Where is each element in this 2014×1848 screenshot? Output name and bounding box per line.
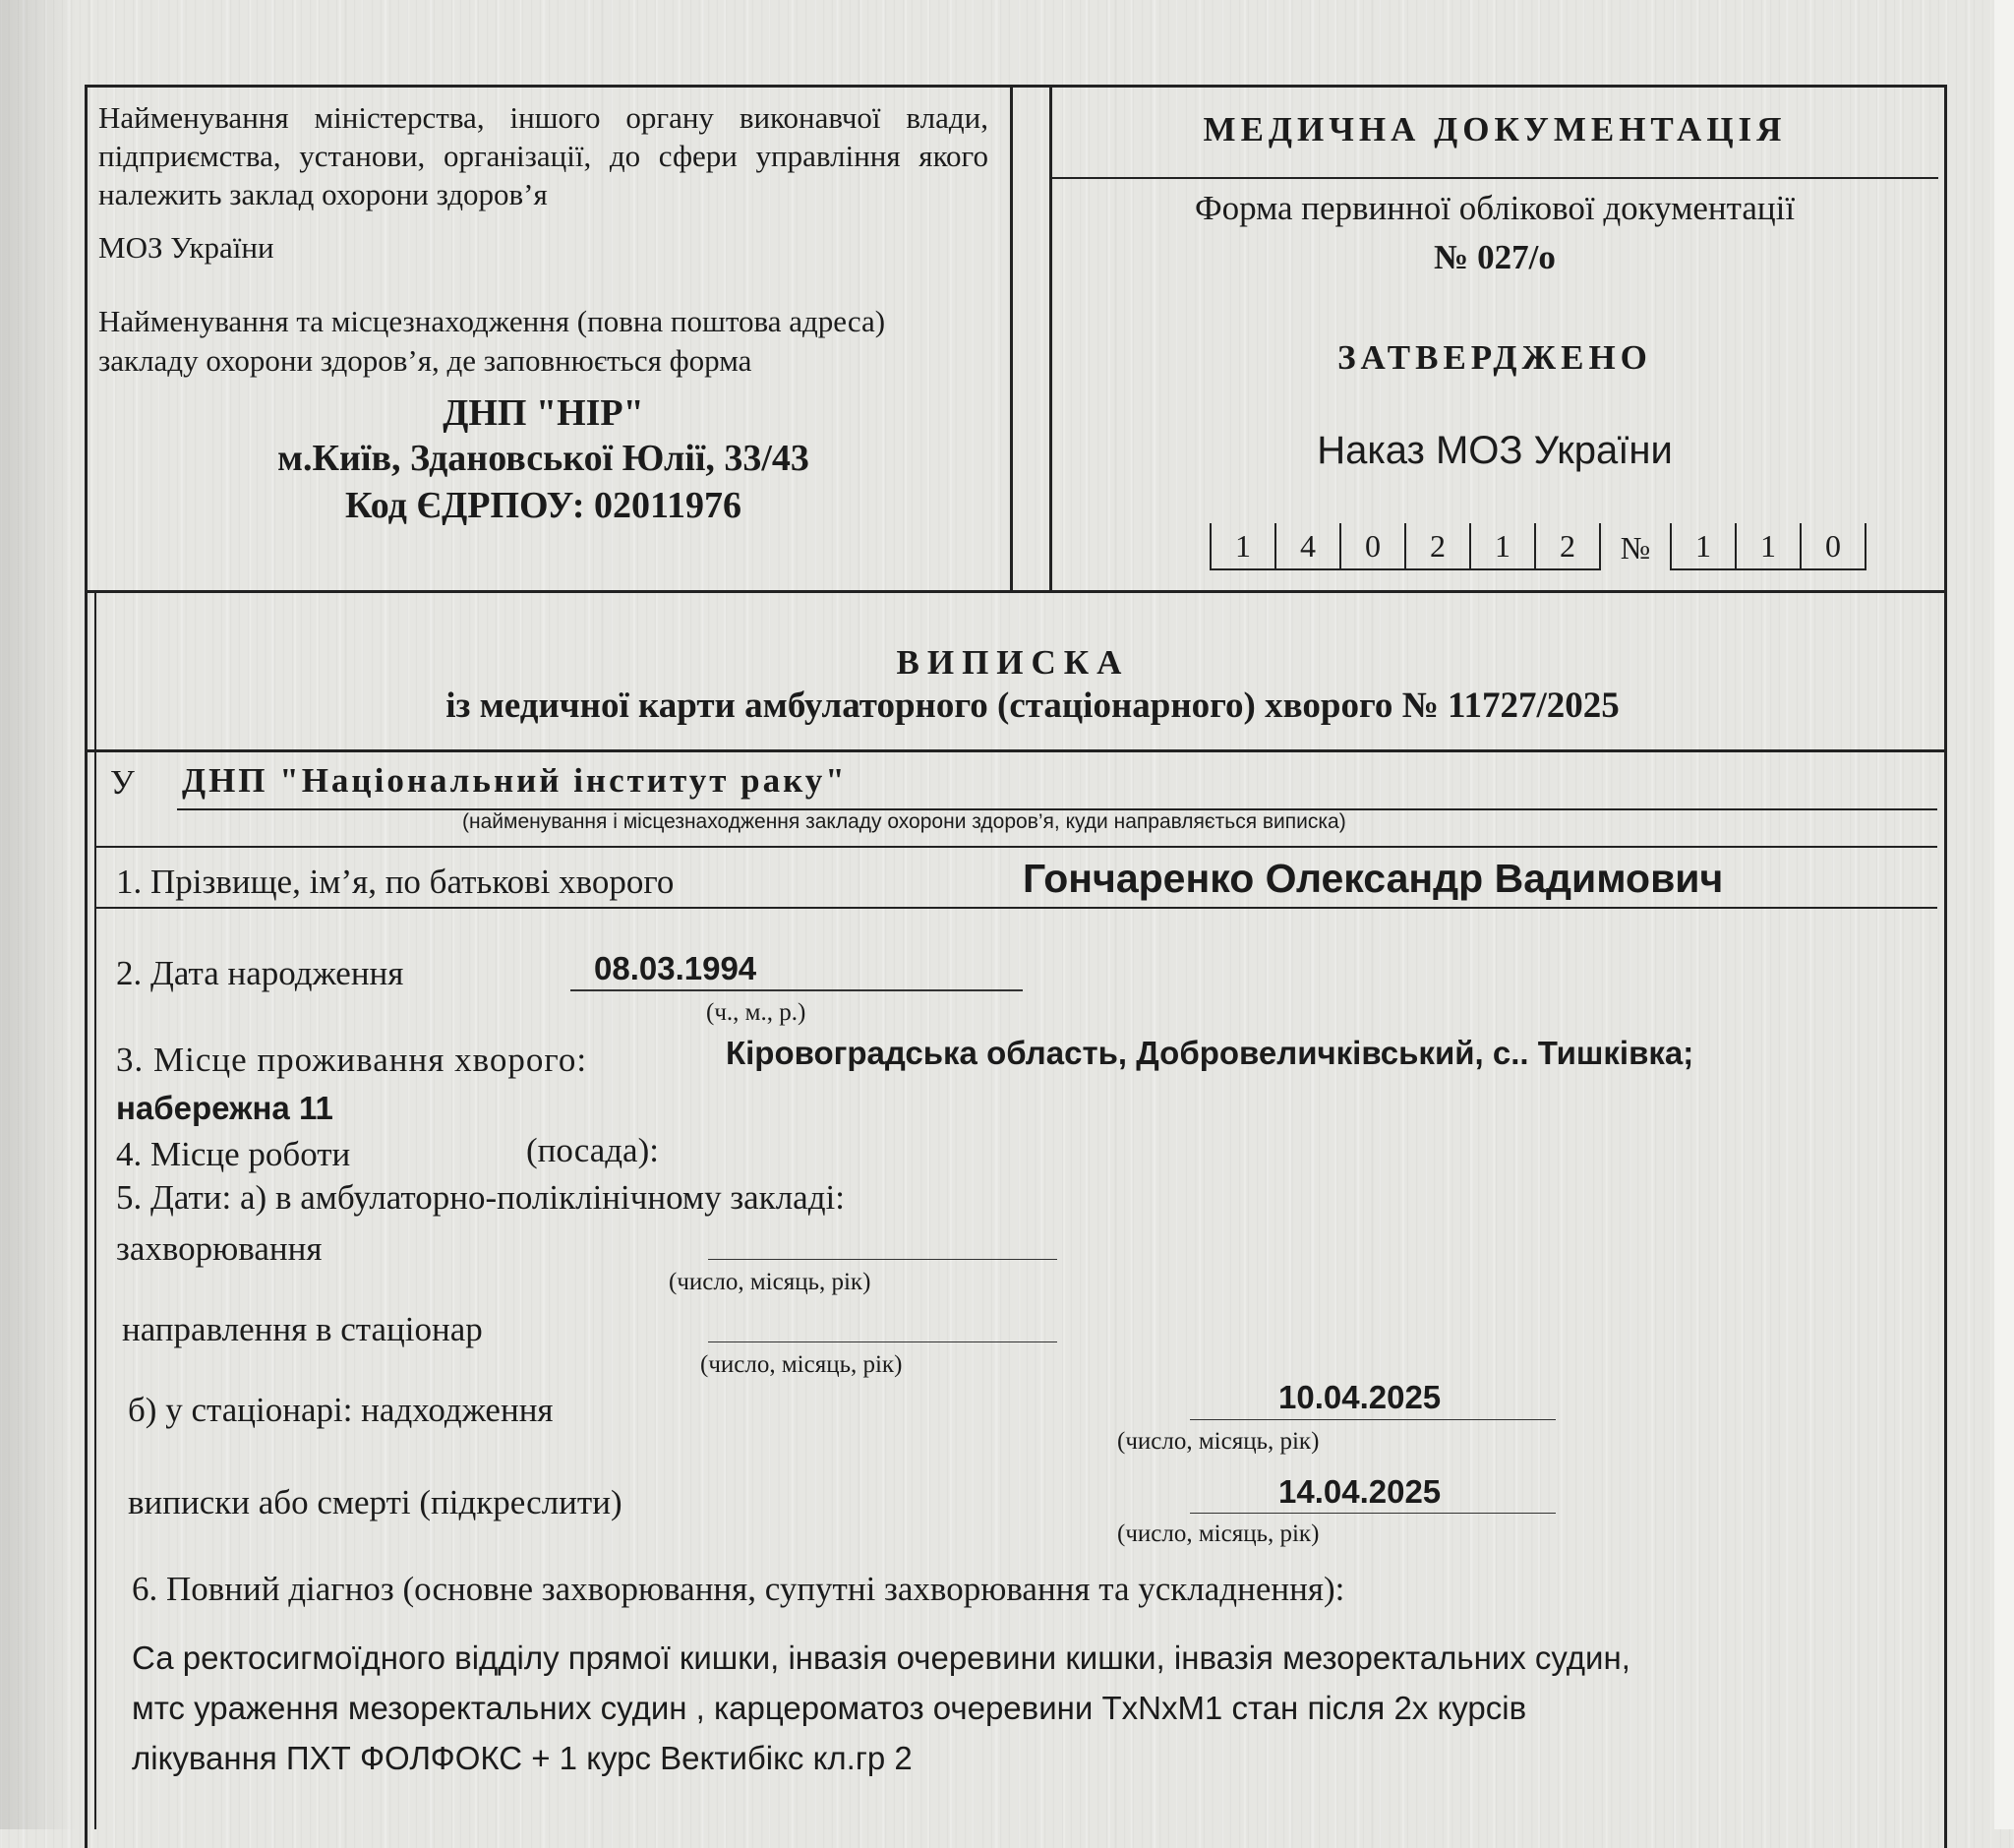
diagnosis-line: Са ректосигмоїдного відділу прямої кишки, інвазія очеревини кишки, інвазія мезоректальних судин, <box>132 1639 1630 1676</box>
ministry-value: МОЗ України <box>98 230 274 265</box>
facility-label: Найменування та місцезнаходження (повна поштова адреса) закладу охорони здоров’я, де заповнюється форма <box>98 304 886 378</box>
page-edge-shadow <box>0 0 77 1829</box>
order-digit: 1 <box>1735 523 1800 570</box>
dates-label: 5. Дати: а) в амбулаторно-поліклінічному закладі: <box>116 1178 845 1217</box>
recipient-name: ДНП "Національний інститут раку" <box>182 761 848 800</box>
doc-subtitle: із медичної карти амбулаторного (стаціонарного) хворого № 11727/2025 <box>445 686 1620 726</box>
date-digit: 2 <box>1534 523 1601 570</box>
work-position-label: (посада): <box>526 1131 659 1169</box>
order-label: Наказ МОЗ України <box>1317 429 1673 472</box>
date-digit: 0 <box>1339 523 1404 570</box>
illness-underline <box>708 1259 1057 1260</box>
dob-value: 08.03.1994 <box>594 950 757 986</box>
order-digit: 0 <box>1800 523 1866 570</box>
name-label: 1. Прізвище, ім’я, по батькові хворого <box>116 863 675 901</box>
admission-value: 10.04.2025 <box>1278 1379 1442 1415</box>
admission-label: б) у стаціонарі: надходження <box>128 1391 554 1429</box>
order-code-box <box>1210 521 1866 570</box>
body-left-border <box>94 590 96 1829</box>
facility-code: Код ЄДРПОУ: 02011976 <box>345 485 741 526</box>
residence-label: 3. Місце проживання хворого: <box>116 1041 588 1079</box>
recipient-hint: (найменування і місцезнаходження закладу охорони здоров’я, куди направляється виписка) <box>462 810 1346 833</box>
recipient-prefix: У <box>110 763 135 802</box>
order-digit: 1 <box>1670 523 1735 570</box>
order-number-sign: № <box>1620 530 1651 566</box>
header-right-rule-1 <box>1049 177 1938 179</box>
illness-hint: (число, місяць, рік) <box>669 1269 871 1295</box>
residence-value-line1: Кіровоградська область, Добровеличківський, с.. Тишківка; <box>726 1035 1694 1071</box>
dob-underline <box>570 989 1023 991</box>
diagnosis-line: мтс ураження мезоректальних судин , карцероматоз очеревини TxNxM1 стан після 2х курсів <box>132 1690 1527 1726</box>
ministry-label: Найменування міністерства, іншого органу виконавчої влади, підприємства, установи, організації, до сфери управління якого належить заклад охорони здоров’я <box>98 100 988 211</box>
discharge-underline <box>1190 1513 1556 1514</box>
approved-label: ЗАТВЕРДЖЕНО <box>1337 338 1652 377</box>
admission-hint: (число, місяць, рік) <box>1117 1428 1320 1455</box>
referral-label: направлення в стаціонар <box>122 1310 483 1348</box>
facility-address: м.Київ, Здановської Юлії, 33/43 <box>277 438 809 479</box>
admission-underline <box>1190 1419 1556 1420</box>
name-value: Гончаренко Олександр Вадимович <box>1023 856 1724 901</box>
page-edge-right <box>1994 0 2014 1829</box>
facility-name: ДНП "НІР" <box>443 392 644 434</box>
header-bottom-rule <box>85 590 1944 593</box>
diagnosis-line: лікування ПХТ ФОЛФОКС + 1 курс Вектибікс кл.гр 2 <box>132 1740 913 1776</box>
date-digit: 4 <box>1274 523 1339 570</box>
work-label: 4. Місце роботи <box>116 1135 351 1173</box>
form-number: № 027/о <box>1434 238 1556 276</box>
doc-title: ВИПИСКА <box>896 643 1130 682</box>
referral-underline <box>708 1341 1057 1342</box>
header-divider-left <box>1010 87 1013 590</box>
discharge-hint: (число, місяць, рік) <box>1117 1520 1320 1547</box>
date-digit: 2 <box>1404 523 1469 570</box>
dob-label: 2. Дата народження <box>116 954 404 992</box>
residence-value-line2: набережна 11 <box>116 1090 333 1126</box>
medical-doc-title: МЕДИЧНА ДОКУМЕНТАЦІЯ <box>1203 110 1787 149</box>
dob-hint: (ч., м., р.) <box>706 999 806 1026</box>
form-label: Форма первинної облікової документації <box>1194 189 1796 227</box>
title-bottom-rule <box>85 749 1944 752</box>
name-row-rule <box>96 907 1937 909</box>
discharge-value: 14.04.2025 <box>1278 1473 1442 1510</box>
date-digit: 1 <box>1469 523 1534 570</box>
discharge-label: виписки або смерті (підкреслити) <box>128 1483 622 1521</box>
date-digit: 1 <box>1210 523 1274 570</box>
referral-hint: (число, місяць, рік) <box>700 1351 903 1378</box>
illness-label: захворювання <box>116 1229 323 1268</box>
recipient-hint-rule <box>96 846 1937 848</box>
diagnosis-label: 6. Повний діагноз (основне захворювання, супутні захворювання та ускладнення): <box>132 1570 1345 1608</box>
